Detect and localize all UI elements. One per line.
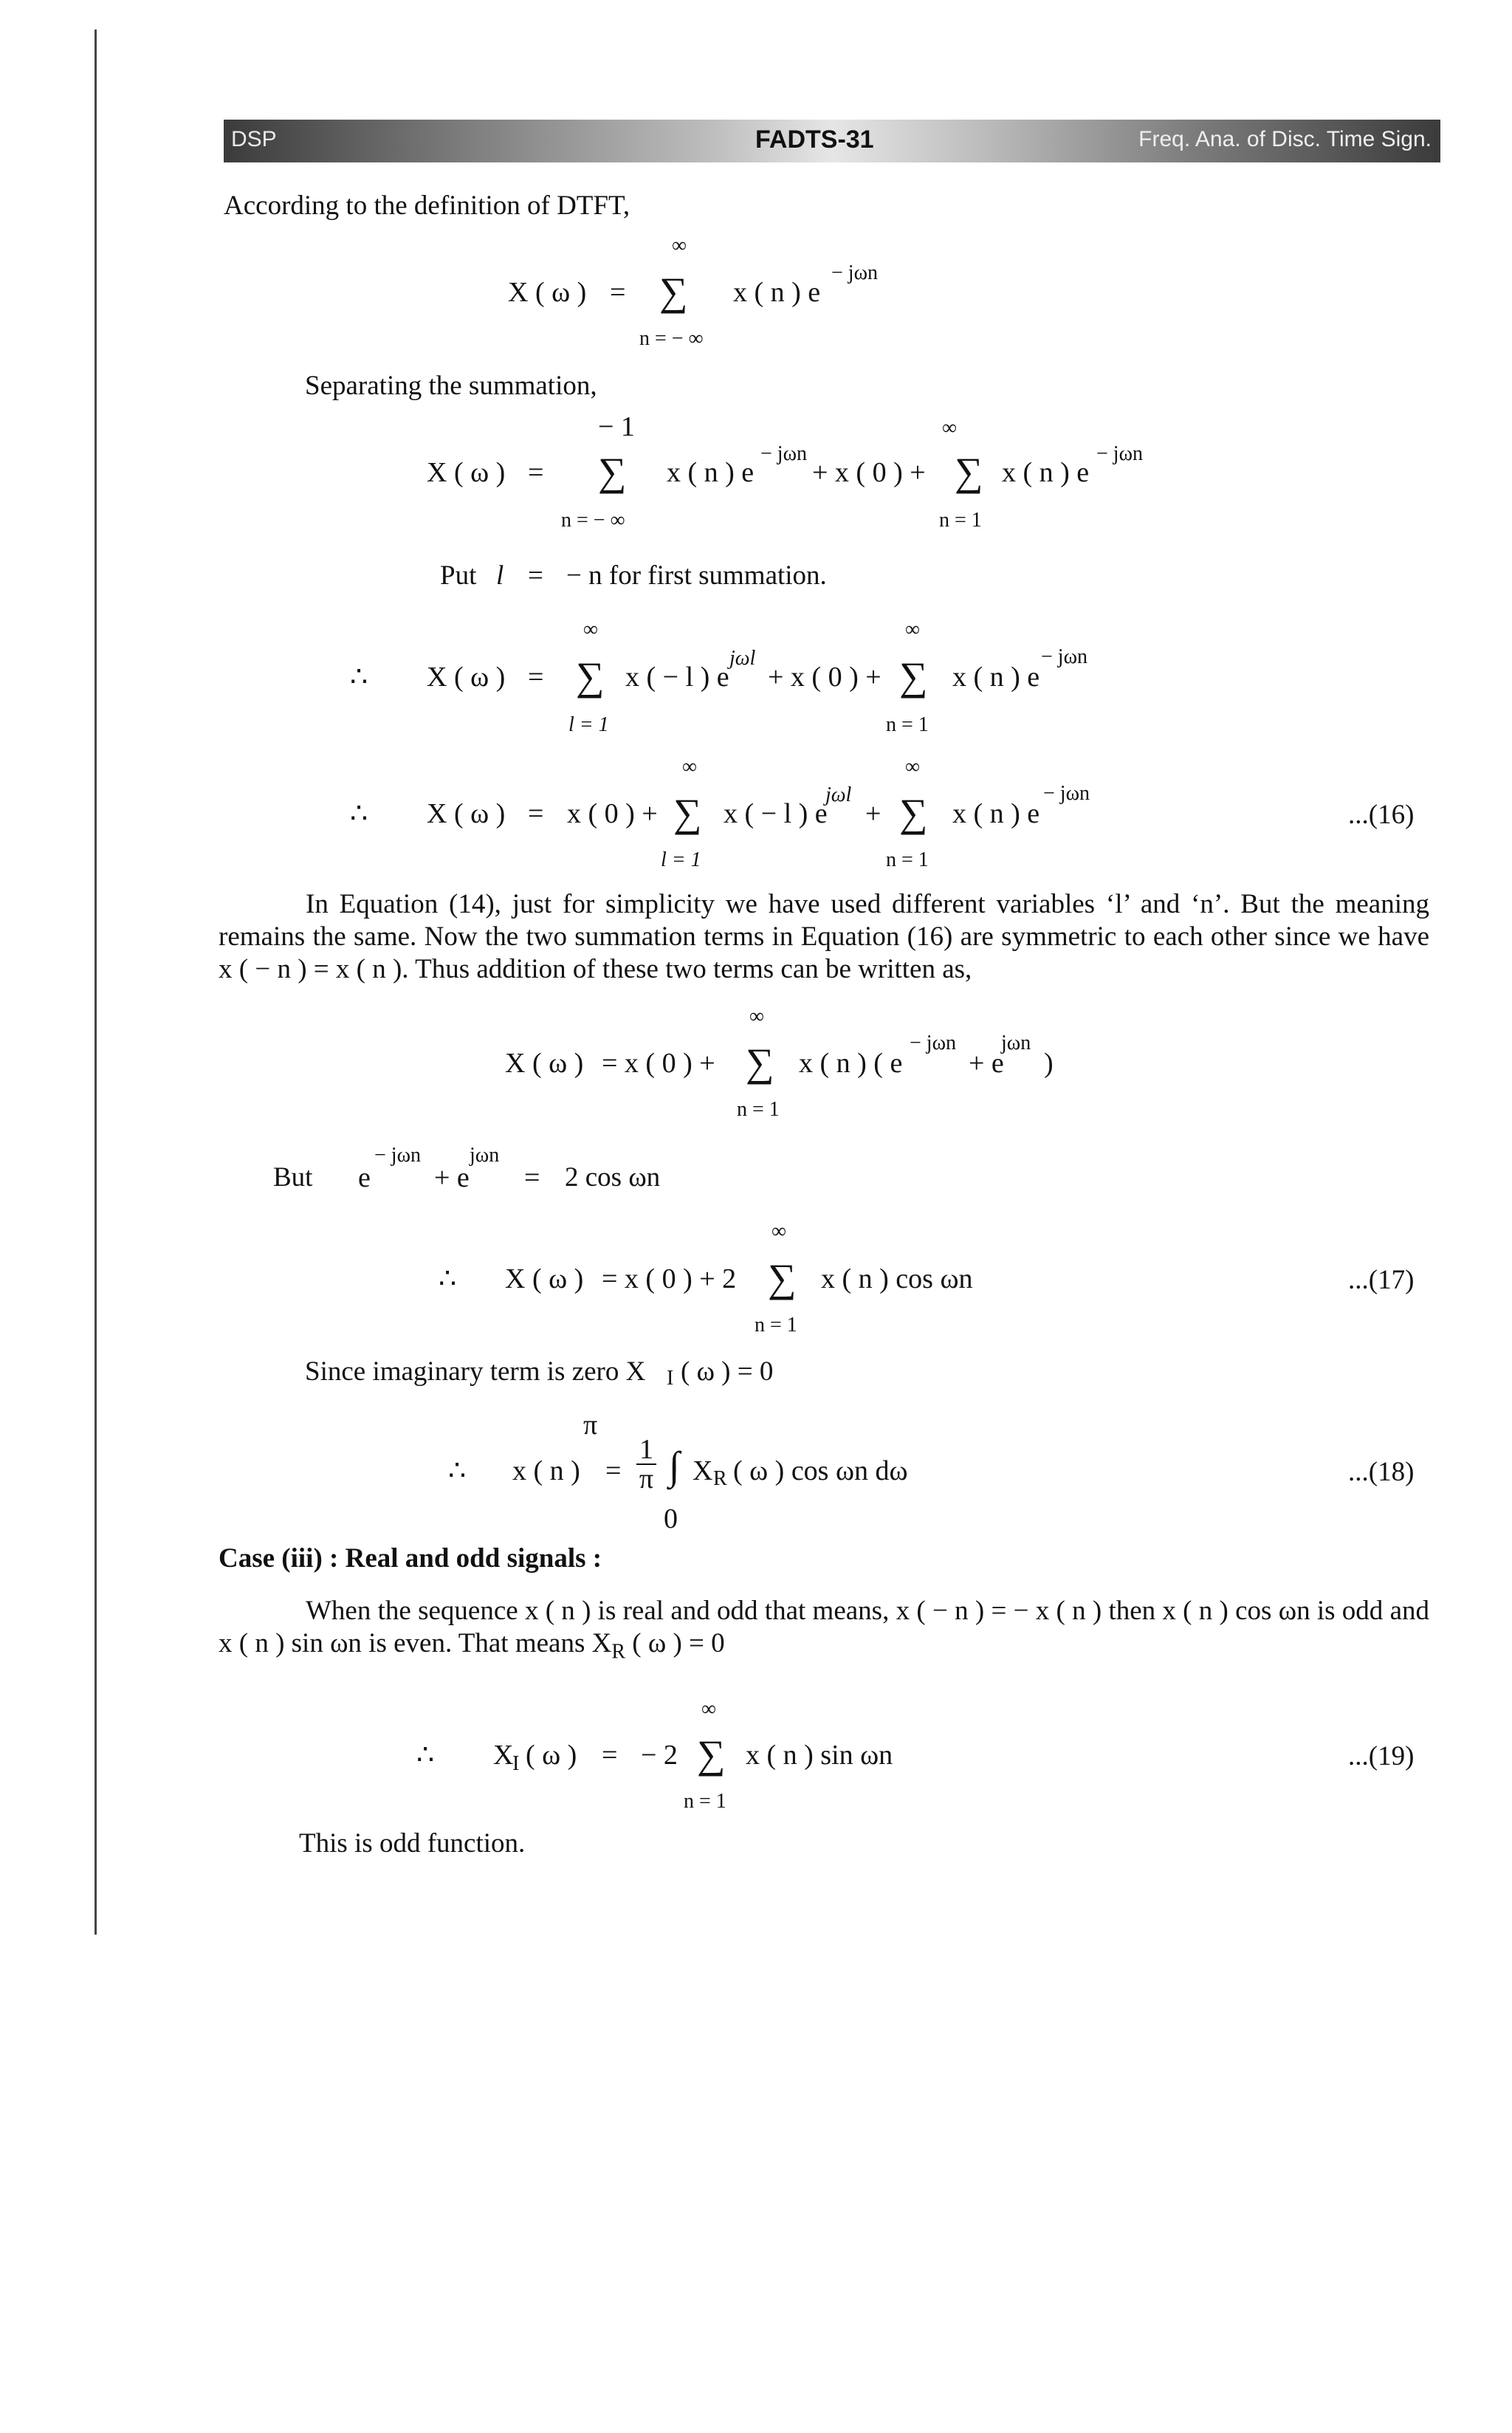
integral-lower-limit: 0 [664, 1503, 678, 1534]
eq-lhs: X ( ω ) [427, 662, 506, 693]
eq-exponent: − jωn [831, 261, 878, 284]
eq-term-2: x ( n ) e [952, 662, 1040, 693]
sigma-symbol: ∑ [899, 654, 928, 699]
eq-exponent-2: − jωn [1041, 645, 1087, 668]
sum-upper-limit: ∞ [701, 1698, 716, 1720]
therefore-symbol: ∴ [416, 1740, 435, 1771]
separating-text: Separating the summation, [305, 371, 597, 401]
sigma-symbol: ∑ [576, 654, 605, 699]
eq-equals: = [528, 457, 544, 488]
sum2-lower-limit: n = 1 [939, 509, 982, 532]
case-heading: Case (iii) : Real and odd signals : [219, 1543, 602, 1574]
eq-subscript: R [713, 1467, 727, 1490]
eq-equals: = [602, 1740, 618, 1771]
sum2-upper-limit: ∞ [905, 618, 920, 641]
eq-rhs: 2 cos ωn [565, 1162, 661, 1193]
header-chapter-title: Freq. Ana. of Disc. Time Sign. [1138, 127, 1432, 151]
eq-term: x ( n ) cos ωn [821, 1263, 973, 1294]
eq-exponent-1: − jωn [374, 1144, 421, 1167]
put-rest: − n for first summation. [566, 560, 827, 591]
eq-lhs: x ( n ) [512, 1455, 580, 1486]
page-header-bar [224, 120, 1440, 162]
eq-exponent-1: jωl [729, 647, 756, 670]
conclusion-text: This is odd function. [299, 1828, 526, 1859]
header-page-code: FADTS-31 [755, 126, 874, 154]
put-variable: l [496, 560, 504, 591]
sum2-upper-limit: ∞ [905, 755, 920, 778]
eq-prefix: = x ( 0 ) + 2 [602, 1263, 737, 1294]
eq-prefix: − 2 [641, 1740, 678, 1771]
eq-close: ) [1044, 1048, 1054, 1079]
put-label: Put [440, 560, 477, 591]
eq-term-2: x ( n ) e [1002, 457, 1090, 488]
eq-exponent-1: − jωn [760, 442, 807, 465]
sigma-symbol: ∑ [697, 1732, 726, 1777]
sum-upper-limit: ∞ [672, 234, 687, 257]
sum1-lower-limit: l = 1 [661, 848, 701, 871]
eq-lhs-rest: ( ω ) [526, 1740, 577, 1771]
eq-plus: + e [434, 1162, 470, 1193]
sum-lower-limit: n = 1 [755, 1314, 797, 1336]
sum-lower-limit: n = − ∞ [639, 327, 704, 350]
eq-middle: + x ( 0 ) + [812, 457, 926, 488]
sum2-upper-limit: ∞ [942, 416, 957, 439]
but-label: But [273, 1162, 313, 1193]
paragraph-symmetry [219, 888, 1429, 986]
eq-lhs: X ( ω ) [427, 798, 506, 829]
imag-rest: ( ω ) = 0 [681, 1356, 774, 1387]
paragraph-odd [219, 1595, 1429, 1668]
sigma-symbol: ∑ [598, 450, 627, 494]
paragraph-subscript: R [611, 1640, 626, 1664]
scan-margin-line [94, 30, 97, 1935]
therefore-symbol: ∴ [439, 1263, 457, 1294]
equation-number: ...(18) [1348, 1457, 1415, 1487]
eq-exponent-2: − jωn [1096, 442, 1143, 465]
eq-plus: + [865, 798, 882, 829]
equation-number: ...(16) [1348, 800, 1415, 830]
eq-equals: = [528, 662, 544, 693]
fraction-numerator: 1 [636, 1435, 656, 1465]
sigma-symbol: ∑ [659, 270, 688, 314]
imag-subscript: I [667, 1367, 674, 1390]
eq-plus: + e [969, 1048, 1004, 1079]
eq-rest: ( ω ) cos ωn dω [733, 1455, 908, 1486]
eq-lhs: X [493, 1740, 514, 1771]
paragraph-text: In Equation (14), just for simplicity we have used different variables ‘l’ and ‘n’. But the meaning remains the same. Now the two summation terms in Equation (16) are symmetric to each other since we have x ( − n ) = x ( n ). Thus addition of these two terms can be written as, [219, 889, 1429, 984]
eq-equals: = [524, 1162, 540, 1193]
eq-equals: = [528, 798, 544, 829]
eq-prefix: = x ( 0 ) + [602, 1048, 715, 1079]
eq-term-1: x ( − l ) e [625, 662, 729, 693]
eq-exponent-1: jωl [825, 783, 852, 806]
sum-lower-limit: n = 1 [684, 1790, 726, 1813]
paragraph-text: When the sequence x ( n ) is real and odd that means, x ( − n ) = − x ( n ) then x ( n ) cos ωn is odd and x ( n ) sin ωn is even. That means X [219, 1596, 1429, 1658]
sum1-lower-limit: n = − ∞ [561, 509, 625, 532]
therefore-symbol: ∴ [350, 662, 368, 693]
eq-e: e [358, 1162, 371, 1193]
equation-number: ...(19) [1348, 1741, 1415, 1771]
sum1-upper-limit: ∞ [682, 755, 697, 778]
sum2-lower-limit: n = 1 [886, 848, 929, 871]
intro-text: According to the definition of DTFT, [224, 191, 630, 221]
fraction-denominator: π [639, 1463, 654, 1495]
therefore-symbol: ∴ [350, 798, 368, 829]
therefore-symbol: ∴ [448, 1455, 467, 1486]
sigma-symbol: ∑ [955, 450, 983, 494]
eq-term-1: x ( − l ) e [724, 798, 828, 829]
eq-lhs: X ( ω ) [505, 1263, 584, 1294]
eq-term: x ( n ) sin ωn [746, 1740, 893, 1771]
eq-lhs-subscript: I [512, 1752, 520, 1775]
eq-term-1: x ( n ) e [667, 457, 755, 488]
eq-lhs: X ( ω ) [508, 277, 587, 308]
sum-upper-limit: ∞ [749, 1005, 764, 1028]
eq-lhs: X ( ω ) [505, 1048, 584, 1079]
sum1-lower-limit: l = 1 [568, 713, 609, 736]
eq-exponent-2: − jωn [1043, 782, 1090, 805]
imag-text: Since imaginary term is zero X [305, 1356, 646, 1387]
sum1-upper-limit: ∞ [583, 618, 598, 641]
put-equals: = [528, 560, 543, 591]
sum-upper-limit: ∞ [772, 1220, 786, 1243]
eq-middle: + x ( 0 ) + [768, 662, 882, 693]
header-left-label: DSP [231, 127, 277, 151]
integral-symbol: ∫ [669, 1444, 680, 1488]
eq-equals: = [610, 277, 626, 308]
sigma-symbol: ∑ [673, 791, 702, 835]
sum2-lower-limit: n = 1 [886, 713, 929, 736]
eq-lhs: X ( ω ) [427, 457, 506, 488]
fraction-one-over-pi [636, 1435, 656, 1493]
eq-term-2: x ( n ) e [952, 798, 1040, 829]
paragraph-end: ( ω ) = 0 [632, 1628, 725, 1658]
integral-upper-limit: π [583, 1410, 598, 1441]
eq-term: x ( n ) ( e [799, 1048, 903, 1079]
eq-prefix: x ( 0 ) + [567, 798, 658, 829]
sigma-symbol: ∑ [746, 1040, 774, 1085]
fraction [636, 1435, 656, 1493]
eq-term: x ( n ) e [733, 277, 821, 308]
eq-term: X [693, 1455, 713, 1486]
eq-equals: = [605, 1455, 622, 1486]
sigma-symbol: ∑ [768, 1256, 797, 1300]
sum1-upper-limit: − 1 [598, 411, 635, 442]
eq-exponent-2: jωn [470, 1144, 500, 1167]
eq-exponent-1: − jωn [910, 1032, 956, 1054]
equation-number: ...(17) [1348, 1265, 1415, 1295]
sum-lower-limit: n = 1 [737, 1098, 780, 1121]
eq-exponent-2: jωn [1001, 1032, 1031, 1054]
sigma-symbol: ∑ [899, 791, 928, 835]
